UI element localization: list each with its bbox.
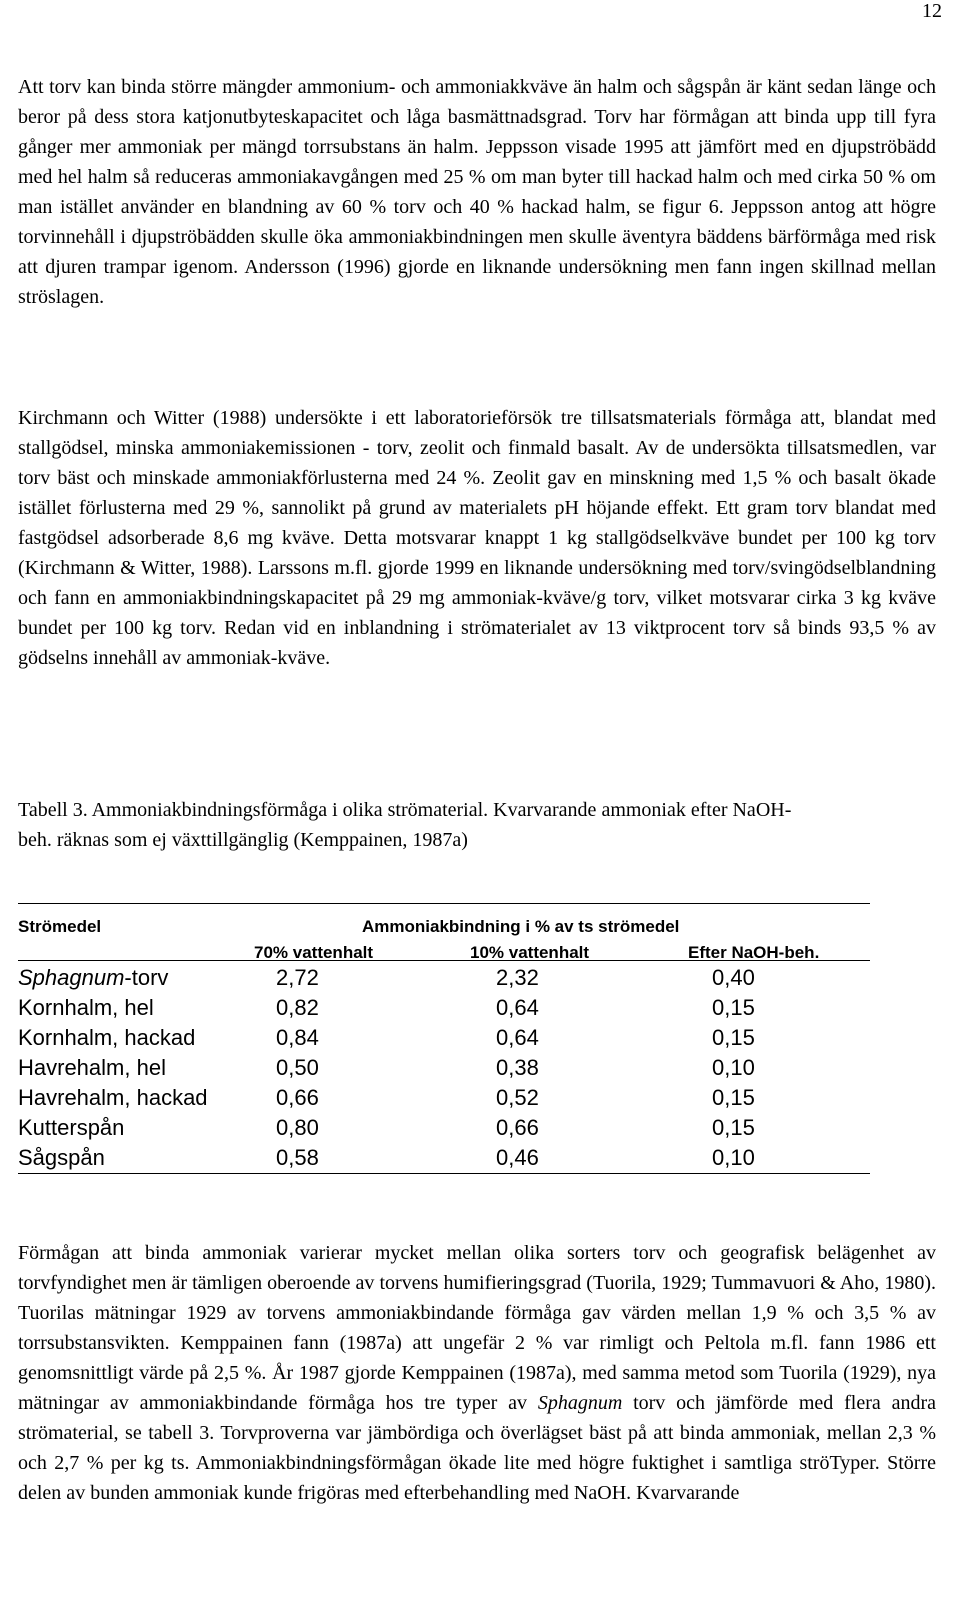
row-value-10: 2,32 [496, 965, 539, 990]
table-row [18, 1055, 870, 1085]
header-70-water: 70% vattenhalt [254, 943, 374, 962]
table-bottom-rule [18, 1173, 870, 1174]
page-number: 12 [922, 0, 942, 22]
row-value-70: 0,66 [276, 1085, 319, 1110]
row-material: Sågspån [18, 1145, 105, 1170]
header-stromedel: Strömedel [18, 917, 102, 936]
row-value-10: 0,38 [496, 1055, 539, 1080]
table-header-rule [18, 960, 870, 961]
table-row [18, 1145, 870, 1175]
row-material: Havrehalm, hel [18, 1055, 166, 1080]
row-value-70: 2,72 [276, 965, 319, 990]
row-value-naoh: 0,40 [712, 965, 755, 990]
row-value-70: 0,50 [276, 1055, 319, 1080]
row-value-naoh: 0,10 [712, 1055, 755, 1080]
table-row [18, 1025, 870, 1055]
row-material: Havrehalm, hackad [18, 1085, 208, 1110]
row-material: Sphagnum-torv [18, 965, 169, 990]
row-value-naoh: 0,15 [712, 1115, 755, 1140]
table-top-rule [18, 903, 870, 904]
row-value-10: 0,66 [496, 1115, 539, 1140]
row-value-10: 0,46 [496, 1145, 539, 1170]
table-row [18, 965, 870, 995]
row-value-10: 0,52 [496, 1085, 539, 1110]
row-value-naoh: 0,15 [712, 1025, 755, 1050]
table-caption: Tabell 3. Ammoniakbindningsförmåga i olika strömaterial. Kvarvarande ammoniak efter NaOH-beh. räknas som ej växttillgänglig (Kemppainen, 1987a) [18, 799, 792, 851]
row-value-10: 0,64 [496, 995, 539, 1020]
row-material: Kornhalm, hackad [18, 1025, 196, 1050]
paragraph-peat-vs-straw: Att torv kan binda större mängder ammonium- och ammoniakkväve än halm och sågspån är känt sedan länge och beror på dess stora katjonutbyteskapacitet och låga basmättnadsgrad. Torv har förmågan att binda upp till fyra gånger mer ammoniak per mängd torrsubstans än halm. Jeppsson visade 1995 att jämfört med en djupströbädd med hel halm så reduceras ammoniakavgången med 25 % om man byter till hackad halm och med cirka 50 % om man istället använder en blandning av 60 % torv och 40 % hackad halm, se figur 6. Jeppsson antog att högre torvinnehåll i djupströbädden skulle öka ammoniakbindningen men skulle äventyra bäddens bärförmåga med risk att djuren trampar igenom. Andersson (1996) gjorde en liknande undersökning men fann ingen skillnad mellan ströslagen. [18, 76, 936, 308]
row-material: Kutterspån [18, 1115, 125, 1140]
table-row [18, 1115, 870, 1145]
row-value-10: 0,64 [496, 1025, 539, 1050]
row-value-70: 0,80 [276, 1115, 319, 1140]
row-value-naoh: 0,10 [712, 1145, 755, 1170]
paragraph-kirchmann-witter: Kirchmann och Witter (1988) undersökte i ett laboratorieförsök tre tillsatsmaterials förmåga att, blandat med stallgödsel, minska ammoniakemissionen - torv, zeolit och finmald basalt. Av de undersökta tillsatsmedlen, var torv bäst och minskade ammoniakförlusterna med 24 %. Zeolit gav en minskning med 1,5 % och basalt ökade istället förlusterna med 29 %, sannolikt på grund av materialets pH höjande effekt. Ett gram torv blandat med fastgödsel adsorberade 8,6 mg kväve. Detta motsvarar knappt 1 kg stallgödselkväve bundet per 100 kg torv (Kirchmann & Witter, 1988). Larssons m.fl. gjorde 1999 en liknande undersökning med torv/svingödselblandning och fann en ammoniakbindningskapacitet på 29 mg ammoniak-kväve/g torv, vilket motsvarar cirka 3 kg kväve bundet per 100 kg torv. Redan vid en inblandning i strömaterialet av 13 viktprocent torv så binds 93,5 % av gödselns innehåll av ammoniak-kväve. [18, 407, 936, 669]
table-row [18, 1085, 870, 1115]
row-material: Kornhalm, hel [18, 995, 154, 1020]
row-value-70: 0,82 [276, 995, 319, 1020]
row-value-naoh: 0,15 [712, 1085, 755, 1110]
row-value-naoh: 0,15 [712, 995, 755, 1020]
header-10-water: 10% vattenhalt [470, 943, 590, 962]
header-ammonia-binding: Ammoniakbindning i % av ts strömedel [362, 917, 680, 936]
row-value-70: 0,58 [276, 1145, 319, 1170]
header-after-naoh: Efter NaOH-beh. [688, 943, 820, 962]
row-value-70: 0,84 [276, 1025, 319, 1050]
table-row [18, 995, 870, 1025]
paragraph-peat-binding-capacity: Förmågan att binda ammoniak varierar mycket mellan olika sorters torv och geografisk belägenhet av torvfyndighet men är tämligen oberoende av torvens humifieringsgrad (Tuorila, 1929; Tummavuori & Aho, 1980). Tuorilas mätningar 1929 av torvens ammoniakbindande förmåga gav värden mellan 1,9 % och 3,5 % av torrsubstansvikten. Kemppainen fann (1987a) att ungefär 2 % var rimligt och Peltola m.fl. fann 1986 ett genomsnittligt värde på 2,5 %. År 1987 gjorde Kemppainen (1987a), med samma metod som Tuorila (1929), nya mätningar av ammoniakbindande förmåga hos tre typer av Sphagnum torv och jämförde med flera andra strömaterial, se tabell 3. Torvproverna var jämbördiga och överlägset bäst på att binda ammoniak, mellan 2,3 % och 2,7 % per kg ts. Ammoniakbindningsförmågan ökade lite med högre fuktighet i samtliga ströTyper. Större delen av bunden ammoniak kunde frigöras med efterbehandling med NaOH. Kvarvarande [18, 1242, 936, 1504]
